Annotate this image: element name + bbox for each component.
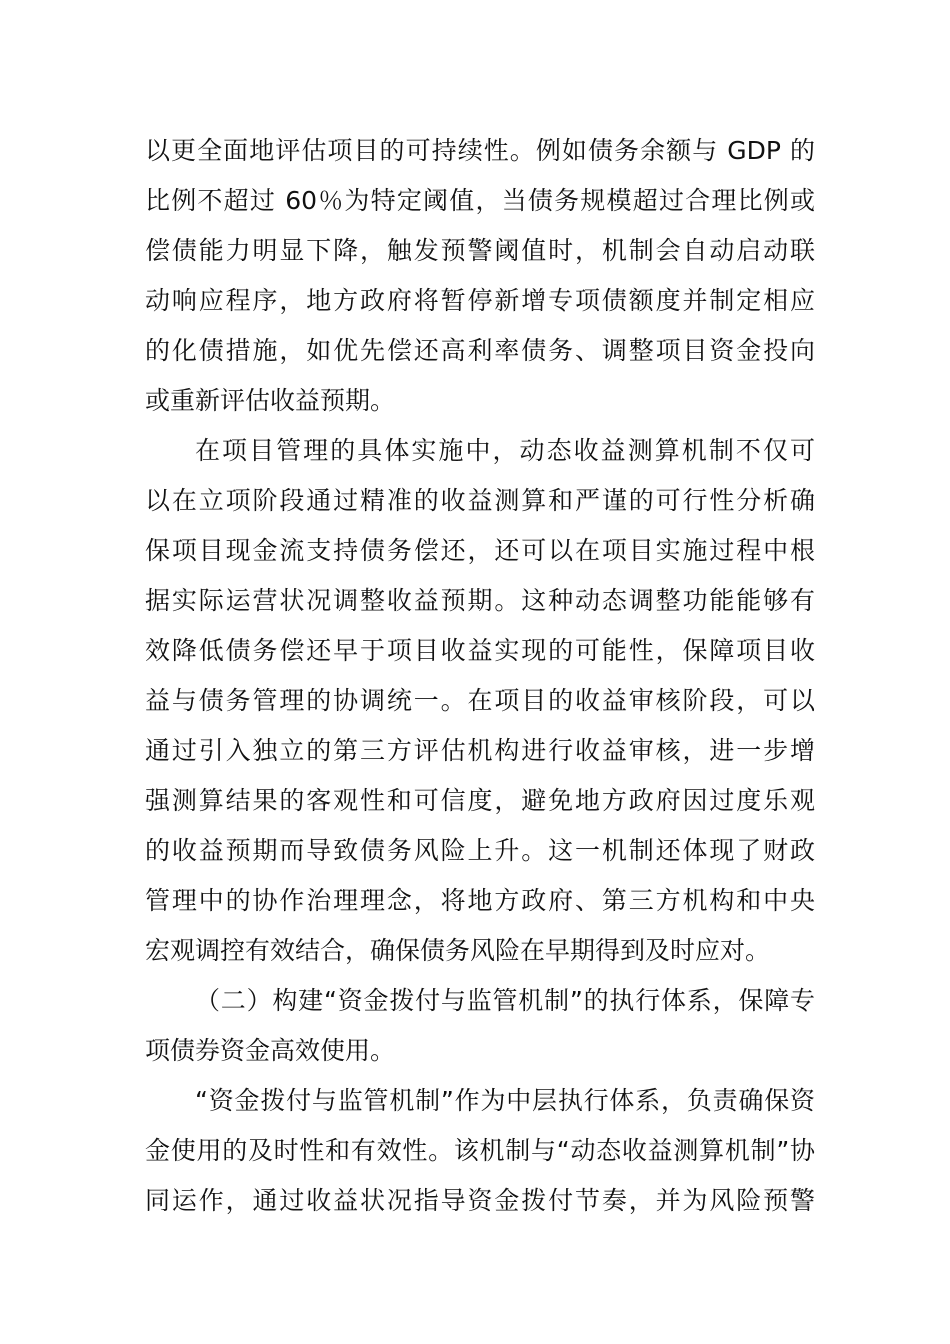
text-line: 以在立项阶段通过精准的收益测算和严谨的可行性分析确 xyxy=(145,486,815,515)
text-line: （二）构建“资金拨付与监管机制”的执行体系，保障专 xyxy=(195,986,815,1015)
paragraph xyxy=(145,126,815,426)
text-line: 偿债能力明显下降，触发预警阈值时，机制会自动启动联 xyxy=(145,236,815,265)
document-body xyxy=(145,126,815,1226)
text-line: 同运作，通过收益状况指导资金拨付节奏，并为风险预警 xyxy=(145,1186,815,1215)
text-line: 益与债务管理的协调统一。在项目的收益审核阶段，可以 xyxy=(145,686,815,715)
text-line: 保项目现金流支持债务偿还，还可以在项目实施过程中根 xyxy=(145,536,815,565)
text-line: 项债券资金高效使用。 xyxy=(145,1036,396,1065)
paragraph xyxy=(145,1076,815,1226)
text-line: 金使用的及时性和有效性。该机制与“动态收益测算机制”协 xyxy=(145,1136,815,1165)
text-line: 的收益预期而导致债务风险上升。这一机制还体现了财政 xyxy=(145,836,815,865)
text-line: 以更全面地评估项目的可持续性。例如债务余额与 GDP 的 xyxy=(145,136,815,165)
text-line: 管理中的协作治理理念，将地方政府、第三方机构和中央 xyxy=(145,886,815,915)
text-line: 据实际运营状况调整收益预期。这种动态调整功能能够有 xyxy=(145,586,815,615)
section-heading xyxy=(145,976,815,1076)
text-line: 宏观调控有效结合，确保债务风险在早期得到及时应对。 xyxy=(145,936,771,965)
text-line: 比例不超过 60％为特定阈值，当债务规模超过合理比例或 xyxy=(145,186,815,215)
text-line: 动响应程序，地方政府将暂停新增专项债额度并制定相应 xyxy=(145,286,815,315)
text-line: 强测算结果的客观性和可信度，避免地方政府因过度乐观 xyxy=(145,786,815,815)
text-line: “资金拨付与监管机制”作为中层执行体系，负责确保资 xyxy=(195,1086,815,1115)
text-line: 通过引入独立的第三方评估机构进行收益审核，进一步增 xyxy=(145,736,815,765)
text-line: 效降低债务偿还早于项目收益实现的可能性，保障项目收 xyxy=(145,636,815,665)
text-line: 的化债措施，如优先偿还高利率债务、调整项目资金投向 xyxy=(145,336,815,365)
text-line: 或重新评估收益预期。 xyxy=(145,386,396,415)
paragraph xyxy=(145,426,815,976)
text-line: 在项目管理的具体实施中，动态收益测算机制不仅可 xyxy=(195,436,815,465)
